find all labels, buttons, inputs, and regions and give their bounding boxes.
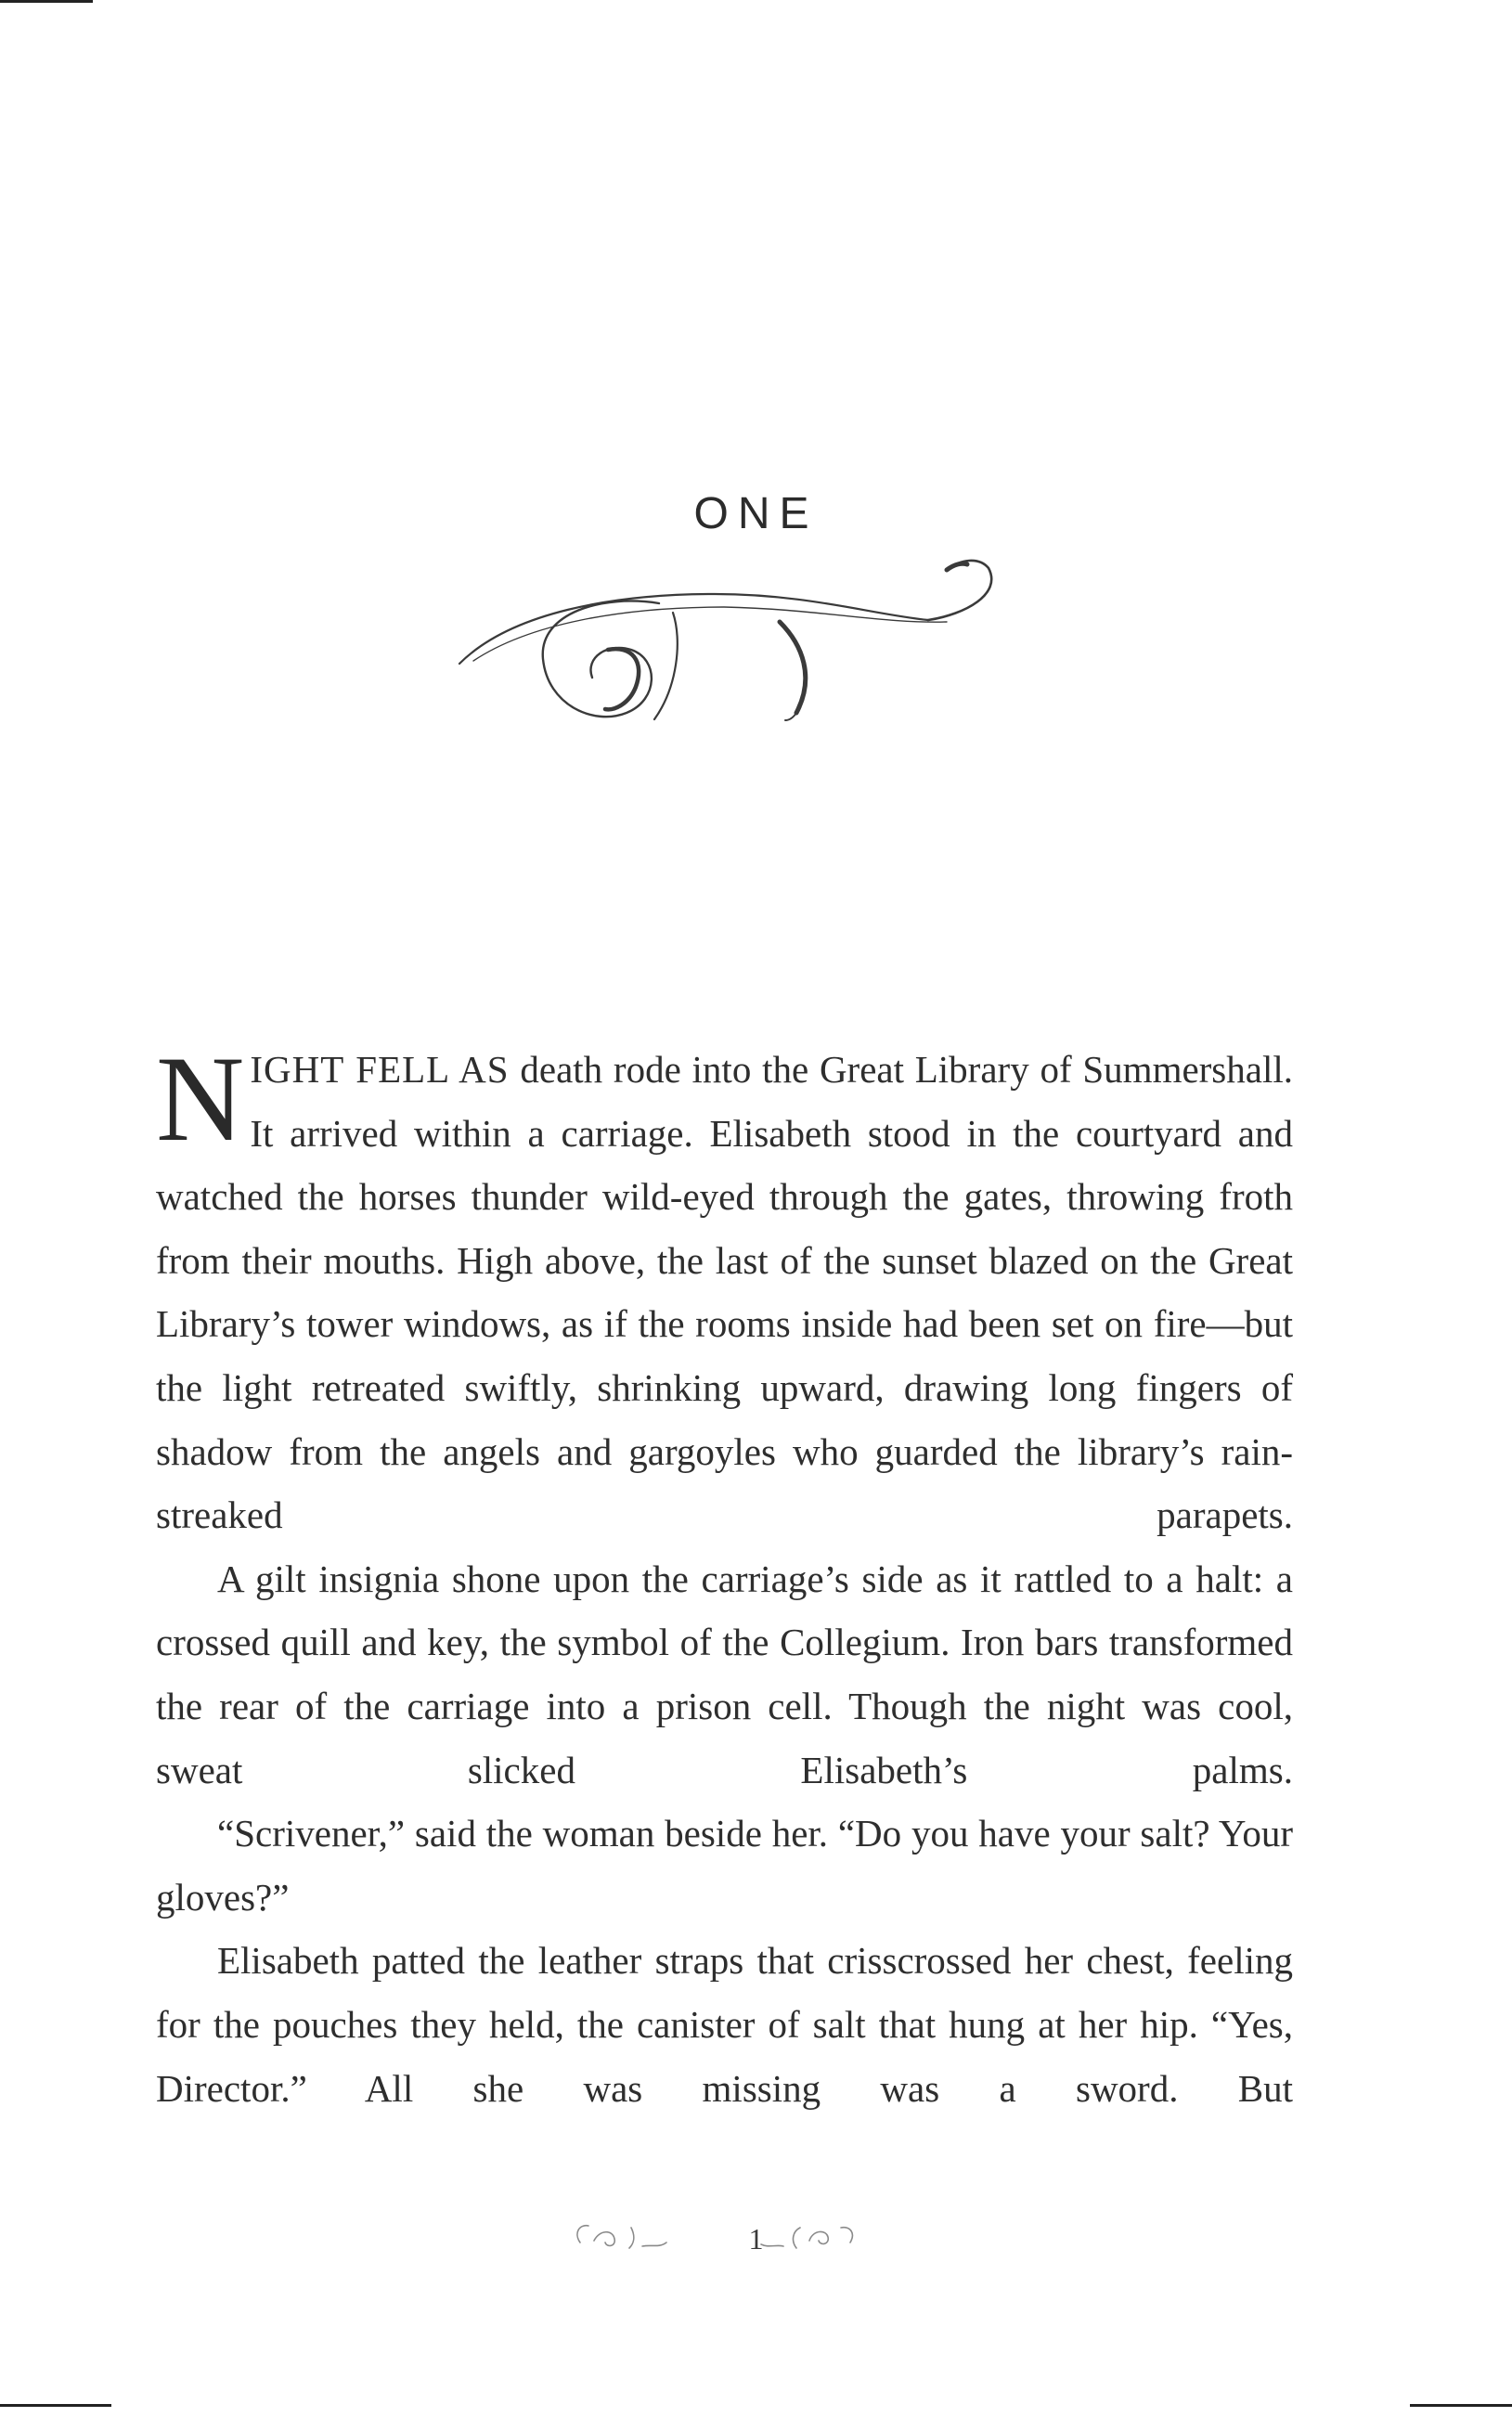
chapter-body	[156, 1030, 1293, 2120]
page-edge-bottom-right	[1410, 2404, 1512, 2407]
chapter-flourish-ornament	[446, 557, 1002, 743]
paragraph-1-text: death rode into the Great Library of Summershall. It arrived within a carriage. Elisabeth stood in the courtyard and watched the horses thunder wild-eyed through the gates, throwing froth from their mouths. High above, the last of the sunset blazed on the Great Library’s tower windows, as if the rooms inside had been set on fire—but the light retreated swiftly, shrinking upward, drawing long fingers of shadow from the angels and gargoyles who guarded the library’s rain-streaked parapets.	[156, 1048, 1293, 1537]
page-edge-top	[0, 0, 93, 3]
folio-ornament-right	[752, 2217, 863, 2254]
opening-small-caps: IGHT FELL AS	[250, 1048, 510, 1091]
chapter-title: ONE	[693, 489, 819, 538]
page-number: 1	[748, 2222, 764, 2255]
drop-cap-letter: N	[156, 1030, 245, 1167]
paragraph-2: A gilt insignia shone upon the carriage’s side as it rattled to a halt: a crossed quill and key, the symbol of the Collegium. Iron bars transformed the rear of the carriage into a prison cell. Though the night was cool, sweat slicked Elisabeth’s palms.	[156, 1557, 1293, 1791]
paragraph-3: “Scrivener,” said the woman beside her. “Do you have your salt? Your gloves?”	[156, 1812, 1293, 1919]
paragraph-4: Elisabeth patted the leather straps that crisscrossed her chest, feeling for the pouches they held, the canister of salt that hung at her hip. “Yes, Director.” All she was missing was a sword. But	[156, 1939, 1293, 2110]
paragraph-1	[156, 1030, 1293, 1547]
page-edge-bottom-left	[0, 2404, 111, 2407]
